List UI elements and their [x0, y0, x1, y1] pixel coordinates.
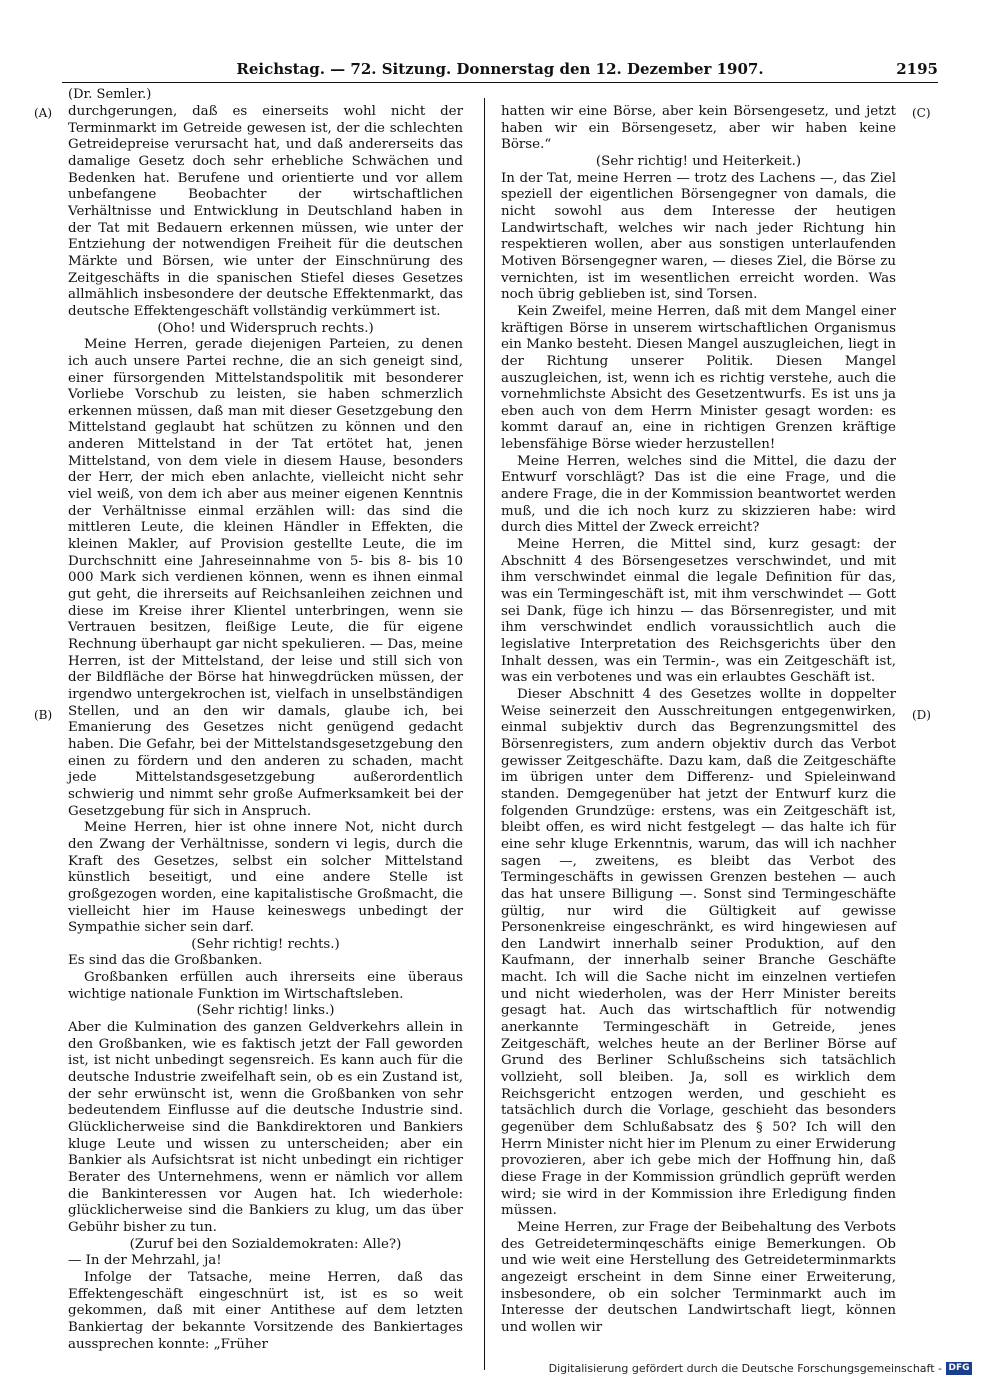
left-column — [68, 104, 463, 1353]
paragraph: Dieser Abschnitt 4 des Gesetzes wollte in doppelter Weise seinerzeit den Ausschreitungen entgegenwirken, einmal subjektiv durch das Begrenzungsmittel des Börsenregisters, zum andern objektiv durch das Verbot gewisser Zeitgeschäfte. Dazu kam, daß die Zeitgeschäfte im übrigen unter dem Differenz- und Spieleinwand standen. Demgegenüber hat jetzt der Entwurf kurz die folgenden Grundzüge: erstens, was ein Zeitgeschäft ist, bleibt offen, es wird nicht festgelegt — das halte ich für eine sehr kluge Erkenntnis, warum, das will ich nachher sagen —, zweitens, es bleibt das Verbot des Termingeschäfts in gewissen Grenzen bestehen — auch das hat unsere Billigung —. Sonst sind Termingeschäfte gültig, nur wird die Gültigkeit auf gewisse Personenkreise eingeschränkt, es wird hingewiesen auf den Landwirt innerhalb seiner Produktion, auf den Kaufmann, der innerhalb seiner Branche Geschäfte macht. Ich will die Sache nicht im einzelnen vertiefen und nicht wiederholen, was der Herr Minister bereits gesagt hat. Auch das wirtschaftlich für notwendig anerkannte Termingeschäft in Getreide, jenes Zeitgeschäft, welches heute an der Berliner Börse auf Grund des Berliner Schlußscheins sich tatsächlich vollzieht, soll bleiben. Ja, soll es wirklich dem Reichsgericht entzogen werden, und geschieht es tatsächlich durch die Vorlage, geschieht das besonders gegenüber dem Schlußabsatz des § 50? Ich will den Herrn Minister nicht hier im Plenum zu einer Erwiderung provozieren, aber ich gebe mich der Hoffnung hin, daß diese Frage in der Kommission gründlich geprüft werden wird; sie wird in der Kommission ihre Erledigung finden müssen. — [501, 686, 896, 1219]
paragraph: — In der Mehrzahl, ja! — [68, 1253, 222, 1269]
paragraph: In der Tat, meine Herren — trotz des Lachens —, das Ziel speziell der eigentlichen Börsengegner von damals, die nicht sowohl aus dem Interesse der heutigen Landwirtschaft, welches wir nach jeder Richtung hin respektieren wollen, aber aus sonstigen unterlaufenden Motiven Börsengegner waren, — dieses Ziel, die Börse zu vernichten, ist im wesentlichen erreicht worden. Was noch übrig geblieben ist, sind Torsen. — [501, 170, 896, 303]
paragraph: Meine Herren, gerade diejenigen Parteien, zu denen ich auch unsere Partei rechne, die an sich geneigt sind, einer fürsorgenden Mittelstandspolitik mit besonderer Vorliebe Vorschub zu leisten, sie haben schmerzlich erkennen müssen, daß man mit dieser Gesetzgebung den Mittelstand geglaubt hat schützen zu können und den anderen Mittelstand in der Tat ertötet hat, jenen Mittelstand, von dem viele in diesem Hause, besonders der Herr, der mich eben anlachte, vielleicht nicht sehr viel weiß, von dem ich aber aus meiner eigenen Kenntnis der Verhältnisse einmal erzählen will: das sind die mittleren Leute, die kleinen Händler in Effekten, die kleinen Makler, auf Provision gestellte Leute, die im Durchschnitt eine Jahreseinnahme von 5- bis 8- bis 10 000 Mark sich verdienen können, wenn es ihnen einmal gut geht, die ihrerseits auf Reichsanleihen zeichnen und diese im Kreise ihrer Klientel unterbringen, wenn sie Vertrauen besitzen, fleißige Leute, die für eigene Rechnung überhaupt gar nicht spekulieren. — Das, meine Herren, ist der Mittelstand, der leise und still sich von der Bildfläche der Börse hat hinwegdrücken müssen, der irgendwo untergekrochen ist, vielfach in unselbständigen Stellen, und an den wir damals, glaube ich, bei Emanierung des Gesetzes nicht genügend gedacht haben. Die Gefahr, bei der Mittelstandsgesetzgebung den einen zu fördern und den anderen zu schaden, macht jede Mittelstandsgesetzgebung außerordentlich schwierig und nimmt sehr große Aufmerksamkeit bei der Gesetzgebung für sich in Anspruch. — [68, 337, 463, 819]
paragraph: hatten wir eine Börse, aber kein Börsengesetz, und jetzt haben wir ein Börsengesetz, aber wir haben keine Börse.“ — [501, 104, 896, 153]
paragraph: durchgerungen, daß es einerseits wohl nicht der Terminmarkt im Getreide gewesen ist, der die schlechten Getreidepreise verursacht hat, und daß andererseits das damalige Gesetz doch sehr erhebliche Schwächen und Bedenken hat. Berufene und orientierte und vor allem unbefangene Beobachter der wirtschaftlichen Verhältnisse und Entwicklung in Deutschland haben in der Tat mit Bedauern erkennen müssen, wie unter der Entziehung der notwendigen Freiheit für die deutschen Märkte und Börsen, wie unter der Einschnürung des Zeitgeschäfts in die spanischen Stiefel dieses Gesetzes allmählich insbesondere der deutsche Effektenmarkt, das deutsche Effektengeschäft vollständig verkümmert ist. — [68, 104, 463, 319]
interjection: (Sehr richtig! links.) — [196, 1003, 335, 1019]
page-number: 2195 — [896, 60, 938, 78]
interjection: (Oho! und Widerspruch rechts.) — [157, 320, 374, 336]
paragraph: Meine Herren, welches sind die Mittel, die dazu der Entwurf vorschlägt? Das ist die eine Frage, und die andere Frage, die in der Kommission beantwortet werden muß, und die ich noch kurz zu skizzieren habe: wird durch dies Mittel der Zweck erreicht? — [501, 453, 896, 536]
footer-credit: Digitalisierung gefördert durch die Deutsche Forschungsgemeinschaft - — [548, 1362, 942, 1375]
paragraph: Meine Herren, hier ist ohne innere Not, nicht durch den Zwang der Verhältnisse, sondern vi legis, durch die Kraft des Gesetzes, selbst ein solcher Mittelstand künstlich beseitigt, und eine andere Stelle ist großgezogen worden, eine kapitalistische Großmacht, die vielleicht hier im Hause keineswegs unbedingt der Sympathie sicher sein darf. — [68, 820, 463, 936]
paragraph: Kein Zweifel, meine Herren, daß mit dem Mangel einer kräftigen Börse in unserem wirtschaftlichen Organismus ein Manko besteht. Diesen Mangel auszugleichen, liegt in der Richtung unserer Politik. Diesen Mangel auszugleichen, ist, wenn ich es richtig verstehe, auch die vornehmlichste Absicht des Gesetzentwurfs. Es ist uns ja eben auch von dem Herrn Minister gesagt worden: es kommt darauf an, eine in richtigen Grenzen kräftige lebensfähige Börse wieder herzustellen! — [501, 303, 896, 453]
paragraph: Infolge der Tatsache, meine Herren, daß das Effektengeschäft eingeschnürt ist, ist es so weit gekommen, daß mit einer Antithese auf dem letzten Bankiertag der bekannte Vorsitzende des Bankiertages aussprechen konnte: „Früher — [68, 1269, 463, 1352]
header-rule — [62, 82, 938, 83]
paragraph: Meine Herren, die Mittel sind, kurz gesagt: der Abschnitt 4 des Börsengesetzes verschwindet, und mit ihm verschwindet einmal die legale Definition für das, was ein Termingeschäft ist, mit ihm verschwindet — Gott sei Dank, füge ich hinzu — das Börsenregister, und mit ihm verschwindet endlich voraussichtlich auch die legislative Interpretation des Reichsgerichts über den Inhalt dessen, was ein Termin-, was ein Zeitgeschäft ist, was ein verbotenes und was ein erlaubtes Geschäft ist. — [501, 537, 896, 686]
page-header — [62, 58, 938, 82]
margin-marker-a: (A) — [34, 106, 53, 120]
dfg-logo: DFG — [946, 1362, 972, 1375]
paragraph: Aber die Kulmination des ganzen Geldverkehrs allein in den Großbanken, wie es faktisch jetzt der Fall geworden ist, ist nicht unbedingt segensreich. Es kann auch für die deutsche Industrie zweifelhaft sein, ob es ein Zustand ist, der sehr erwünscht ist, wenn die Großbanken von sehr bedeutendem Einflusse auf die deutsche Industrie sind. Glücklicherweise sind die Bankdirektoren und Bankiers kluge Leute und wissen zu unterscheiden; aber ein Bankier als Aufsichtsrat ist nicht unbedingt ein richtiger Berater des Unternehmens, wenn er nämlich vor allem die Bankinteressen vor Augen hat. Ich wiederhole: glücklicherweise sind die Bankiers zu klug, um das über Gebühr bisher zu tun. — [68, 1020, 463, 1235]
margin-marker-b: (B) — [34, 708, 53, 722]
paragraph: Es sind das die Großbanken. — [68, 953, 263, 969]
paragraph: Meine Herren, zur Frage der Beibehaltung des Verbots des Getreideterminqeschäfts einige Bemerkungen. Ob und wie weit eine Herstellung des Getreideterminmarkts angezeigt erscheint in dem Sinne einer Erweiterung, insbesondere, ob ein solcher Terminmarkt auch im Interesse der deutschen Landwirtschaft liegt, können und wollen wir — [501, 1219, 896, 1335]
column-divider — [484, 98, 485, 1370]
margin-marker-c: (C) — [912, 106, 931, 120]
speaker-label: (Dr. Semler.) — [68, 87, 152, 102]
running-title: Reichstag. — 72. Sitzung. Donnerstag den 12. Dezember 1907. — [236, 60, 764, 78]
margin-marker-d: (D) — [912, 708, 931, 722]
right-column — [501, 104, 896, 1337]
interjection: (Sehr richtig! rechts.) — [191, 936, 340, 952]
paragraph: Großbanken erfüllen auch ihrerseits eine überaus wichtige nationale Funktion im Wirtschaftsleben. — [68, 970, 463, 1002]
interjection: (Zuruf bei den Sozialdemokraten: Alle?) — [129, 1236, 402, 1252]
footer — [549, 1362, 972, 1375]
interjection: (Sehr richtig! und Heiterkeit.) — [595, 153, 802, 169]
